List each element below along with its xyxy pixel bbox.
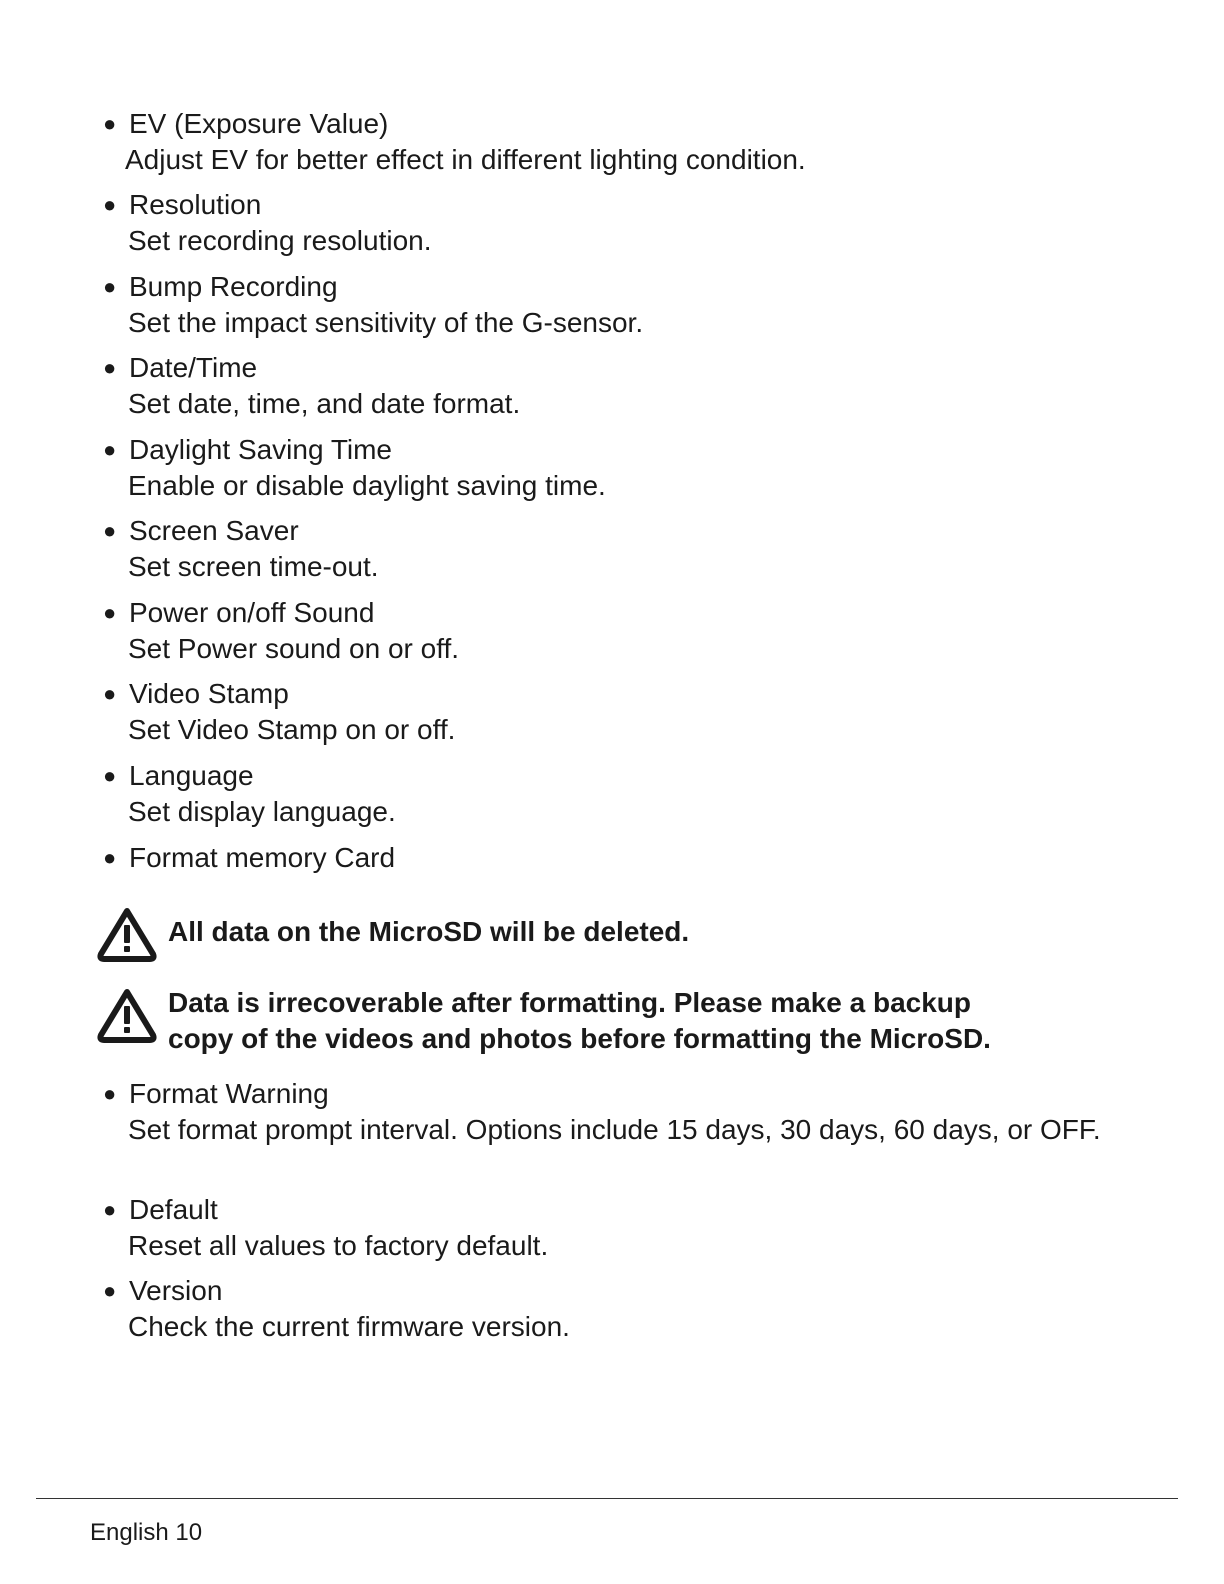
item-title: Power on/off Sound	[129, 597, 375, 628]
footer-divider	[36, 1498, 1178, 1499]
list-item-power-sound	[103, 595, 1133, 667]
item-title: Format Warning	[129, 1078, 329, 1109]
item-description: Reset all values to factory default.	[128, 1230, 549, 1261]
bullet: ●	[103, 518, 117, 543]
bullet: ●	[103, 763, 117, 788]
item-description: Set display language.	[128, 796, 396, 827]
item-description: Set Power sound on or off.	[128, 633, 460, 664]
item-description: Set format prompt interval. Options include 15 days, 30 days, 60 days, or OFF.	[128, 1114, 1101, 1145]
warning-triangle-icon	[96, 906, 158, 964]
item-title: EV (Exposure Value)	[129, 108, 389, 139]
bullet: ●	[103, 355, 117, 380]
bullet: ●	[103, 111, 117, 136]
list-item-video-stamp	[103, 676, 1133, 748]
bullet: ●	[103, 274, 117, 299]
item-title: Default	[129, 1194, 218, 1225]
item-title: Video Stamp	[129, 678, 289, 709]
bullet: ●	[103, 1278, 117, 1303]
bullet: ●	[103, 600, 117, 625]
page-footer: English 10	[90, 1519, 203, 1546]
item-title: Screen Saver	[129, 515, 299, 546]
warning-text-line2: copy of the videos and photos before formatting the MicroSD.	[168, 1023, 991, 1054]
list-item-language	[103, 758, 1133, 830]
item-description: Enable or disable daylight saving time.	[128, 470, 606, 501]
item-description: Set date, time, and date format.	[128, 388, 521, 419]
bullet: ●	[103, 437, 117, 462]
list-item-format-warning	[103, 1076, 1133, 1148]
list-item-format-card	[103, 840, 1133, 876]
bullet: ●	[103, 1081, 117, 1106]
list-item-resolution	[103, 187, 1133, 259]
list-item-bump-recording	[103, 269, 1133, 341]
item-title: Version	[129, 1275, 223, 1306]
warning-text-line1: Data is irrecoverable after formatting. Please make a backup	[168, 987, 972, 1018]
item-title: Date/Time	[129, 352, 258, 383]
item-description: Set Video Stamp on or off.	[128, 714, 456, 745]
list-item-version	[103, 1273, 1133, 1345]
item-description: Adjust EV for better effect in different lighting condition.	[125, 144, 806, 175]
list-item-daylight-saving	[103, 432, 1133, 504]
bullet: ●	[103, 1197, 117, 1222]
item-title: Format memory Card	[129, 842, 396, 873]
list-item-screen-saver	[103, 513, 1133, 585]
bullet: ●	[103, 845, 117, 870]
item-description: Set the impact sensitivity of the G-sensor.	[128, 307, 644, 338]
item-title: Resolution	[129, 189, 262, 220]
list-item-default	[103, 1192, 1133, 1264]
item-title: Bump Recording	[129, 271, 338, 302]
bullet: ●	[103, 681, 117, 706]
item-title: Language	[129, 760, 254, 791]
item-title: Daylight Saving Time	[129, 434, 393, 465]
warning-text: All data on the MicroSD will be deleted.	[168, 916, 690, 947]
bullet: ●	[103, 192, 117, 217]
list-item-ev	[103, 106, 1133, 178]
item-description: Check the current firmware version.	[128, 1311, 570, 1342]
list-item-date-time	[103, 350, 1133, 422]
warning-triangle-icon	[96, 987, 158, 1045]
item-description: Set screen time-out.	[128, 551, 379, 582]
item-description: Set recording resolution.	[128, 225, 432, 256]
